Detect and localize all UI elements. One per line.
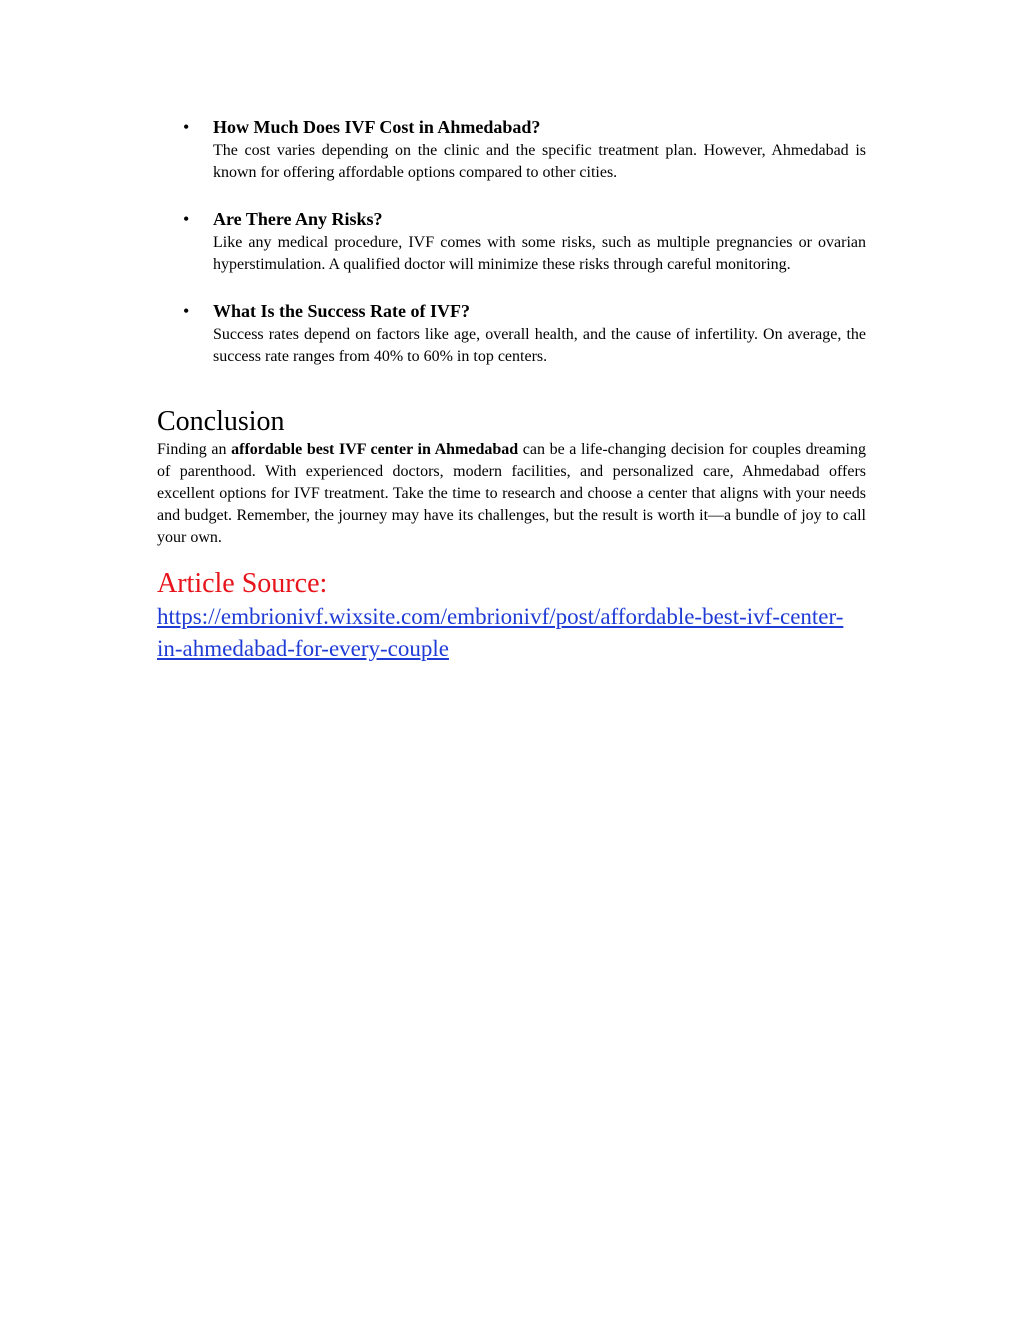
faq-question: Are There Any Risks? — [213, 209, 383, 229]
bullet-icon: • — [183, 301, 190, 321]
faq-list — [157, 114, 866, 390]
faq-question: How Much Does IVF Cost in Ahmedabad? — [213, 117, 541, 137]
faq-answer: Success rates depend on factors like age, overall health, and the cause of infertility. On average, the success rate ranges from 40% to 60% in top centers. — [213, 326, 866, 365]
faq-item — [157, 114, 866, 184]
article-source-heading: Article Source: — [157, 568, 328, 599]
faq-answer: Like any medical procedure, IVF comes with some risks, such as multiple pregnancies or ovarian hyperstimulation. A qualified doctor will minimize these risks through careful monitoring. — [213, 234, 866, 273]
article-source-section — [157, 567, 866, 665]
conclusion-text-before: Finding an — [157, 441, 232, 458]
conclusion-keyword: affordable best IVF center in Ahmedabad — [231, 441, 519, 458]
faq-question: What Is the Success Rate of IVF? — [213, 301, 470, 321]
conclusion-heading: Conclusion — [157, 406, 285, 437]
bullet-icon: • — [183, 209, 190, 229]
bullet-icon: • — [183, 117, 190, 137]
conclusion-paragraph — [157, 439, 866, 549]
article-source-link[interactable]: https://embrionivf.wixsite.com/embrionivf/post/affordable-best-ivf-center-in-ahmedabad-for-every-couple — [157, 604, 844, 661]
faq-item — [157, 206, 866, 276]
conclusion-section — [157, 405, 866, 549]
faq-item — [157, 298, 866, 368]
conclusion-text-after: can be a life-changing decision for couples dreaming of parenthood. With experienced doctors, modern facilities, and personalized care, Ahmedabad offers excellent options for IVF treatment. Take the time to research and choose a center that aligns with your needs and budget. Remember, the journey may have its challenges, but the result is worth it—a bundle of joy to call your own. — [157, 441, 866, 546]
faq-answer: The cost varies depending on the clinic and the specific treatment plan. However, Ahmedabad is known for offering affordable options compared to other cities. — [213, 142, 866, 181]
